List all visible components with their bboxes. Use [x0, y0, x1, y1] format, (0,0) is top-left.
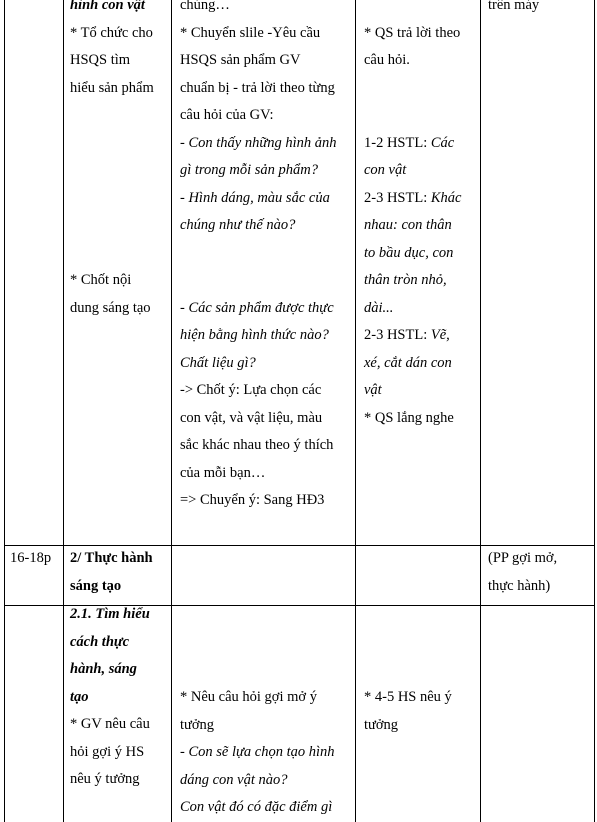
text-line: * GV nêu câu — [70, 716, 150, 732]
row1-student-cell — [364, 0, 479, 432]
text-line — [70, 102, 170, 130]
text-line: * Nêu câu hỏi gợi mở ý — [180, 689, 317, 705]
text-line: con vật — [364, 162, 407, 178]
text-line — [364, 75, 479, 103]
text-line — [70, 212, 170, 240]
text-line: - Con sẽ lựa chọn tạo hình — [180, 744, 335, 760]
text-line: con vật, và vật liệu, màu — [180, 409, 323, 426]
answer-text: Các — [430, 134, 455, 151]
column-divider-4 — [480, 0, 481, 822]
text-line: Con vật đó có đặc điểm gì — [180, 799, 333, 815]
text-line: câu hỏi của GV: — [180, 107, 274, 123]
text-line: dung sáng tạo — [70, 299, 151, 316]
text-line — [70, 185, 170, 213]
text-line: HSQS sản phẩm GV — [180, 52, 301, 68]
text-line: hiểu sản phẩm — [70, 79, 154, 96]
table-border-left — [4, 0, 5, 822]
text-line: (PP gợi mở, — [488, 550, 558, 566]
text-line: * Tổ chức cho — [70, 24, 153, 41]
text-line: chúng… — [180, 0, 230, 13]
text-line: 2.1. Tìm hiểu — [70, 606, 150, 622]
text-line: => Chuyển ý: Sang HĐ3 — [180, 492, 325, 508]
method-cell — [488, 545, 593, 600]
answer-prefix: 1-2 HSTL: — [364, 134, 431, 151]
row1-activity-cell — [70, 0, 170, 322]
text-line: hiện bằng hình thức nào? — [180, 327, 329, 343]
row1-note-cell — [488, 0, 593, 20]
text-line: to bầu dục, con — [364, 244, 454, 261]
text-line — [364, 102, 479, 130]
text-line: thân tròn nhỏ, — [364, 272, 447, 288]
text-line: cách thực — [70, 633, 130, 650]
text-line — [70, 130, 170, 158]
text-line: - Con thấy những hình ảnh — [180, 134, 337, 151]
text-line: HSQS tìm — [70, 52, 131, 68]
row3-activity-cell — [70, 601, 170, 794]
text-line: * Chốt nội — [70, 272, 132, 288]
time-cell: 16-18p — [10, 550, 52, 566]
text-line — [364, 130, 479, 158]
text-line — [364, 322, 479, 350]
text-line — [180, 267, 354, 295]
text-line: sắc khác nhau theo ý thích — [180, 437, 334, 453]
column-divider-2 — [171, 0, 172, 822]
text-line: 2/ Thực hành — [70, 550, 153, 566]
row3-teacher-cell — [180, 684, 354, 822]
text-line: hỏi gợi ý HS — [70, 743, 145, 760]
text-line: dài... — [364, 299, 394, 316]
text-line: hành, sáng — [70, 661, 137, 677]
text-line: câu hỏi. — [364, 52, 410, 68]
text-line: tưởng — [180, 716, 215, 733]
answer-prefix: 2-3 HSTL: — [364, 327, 431, 343]
text-line: thực hành) — [488, 577, 551, 594]
answer-prefix: 2-3 HSTL: — [364, 189, 431, 206]
text-line: trên máy — [488, 0, 540, 13]
text-line: vật — [364, 382, 382, 398]
text-line: chúng như thế nào? — [180, 217, 296, 233]
text-line — [180, 240, 354, 268]
text-line: - Hình dáng, màu sắc của — [180, 189, 330, 206]
text-line: nêu ý tưởng — [70, 771, 140, 787]
row3-student-cell — [364, 684, 479, 739]
text-line — [70, 157, 170, 185]
text-line: Chất liệu gì? — [180, 354, 256, 371]
text-line: của mỗi bạn… — [180, 464, 266, 481]
text-line — [364, 185, 479, 213]
text-line: tưởng — [364, 716, 399, 733]
answer-text: Khác — [430, 189, 462, 206]
text-line: nhau: con thân — [364, 217, 452, 233]
table-border-right — [594, 0, 595, 822]
text-line: * Chuyển slile -Yêu cầu — [180, 24, 321, 41]
text-line: xé, cắt dán con — [364, 354, 452, 371]
text-line: tạo — [70, 688, 89, 705]
text-line: - Các sản phẩm được thực — [180, 299, 334, 316]
section-title-cell — [70, 545, 170, 600]
text-line: dáng con vật nào? — [180, 771, 288, 788]
text-line: * QS lắng nghe — [364, 409, 454, 426]
text-line: hình con vật — [70, 0, 145, 13]
text-line: -> Chốt ý: Lựa chọn các — [180, 382, 322, 398]
text-line — [70, 240, 170, 268]
text-line: chuẩn bị - trả lời theo từng — [180, 79, 335, 96]
text-line: gì trong mỗi sản phẩm? — [180, 162, 319, 178]
text-line — [364, 0, 479, 20]
column-divider-3 — [355, 0, 356, 822]
row1-teacher-cell — [180, 0, 354, 515]
text-line: sáng tạo — [70, 577, 122, 594]
text-line: * 4-5 HS nêu ý — [364, 689, 452, 705]
text-line: * QS trả lời theo — [364, 24, 461, 41]
column-divider-1 — [63, 0, 64, 822]
answer-text: Vẽ, — [430, 327, 450, 343]
